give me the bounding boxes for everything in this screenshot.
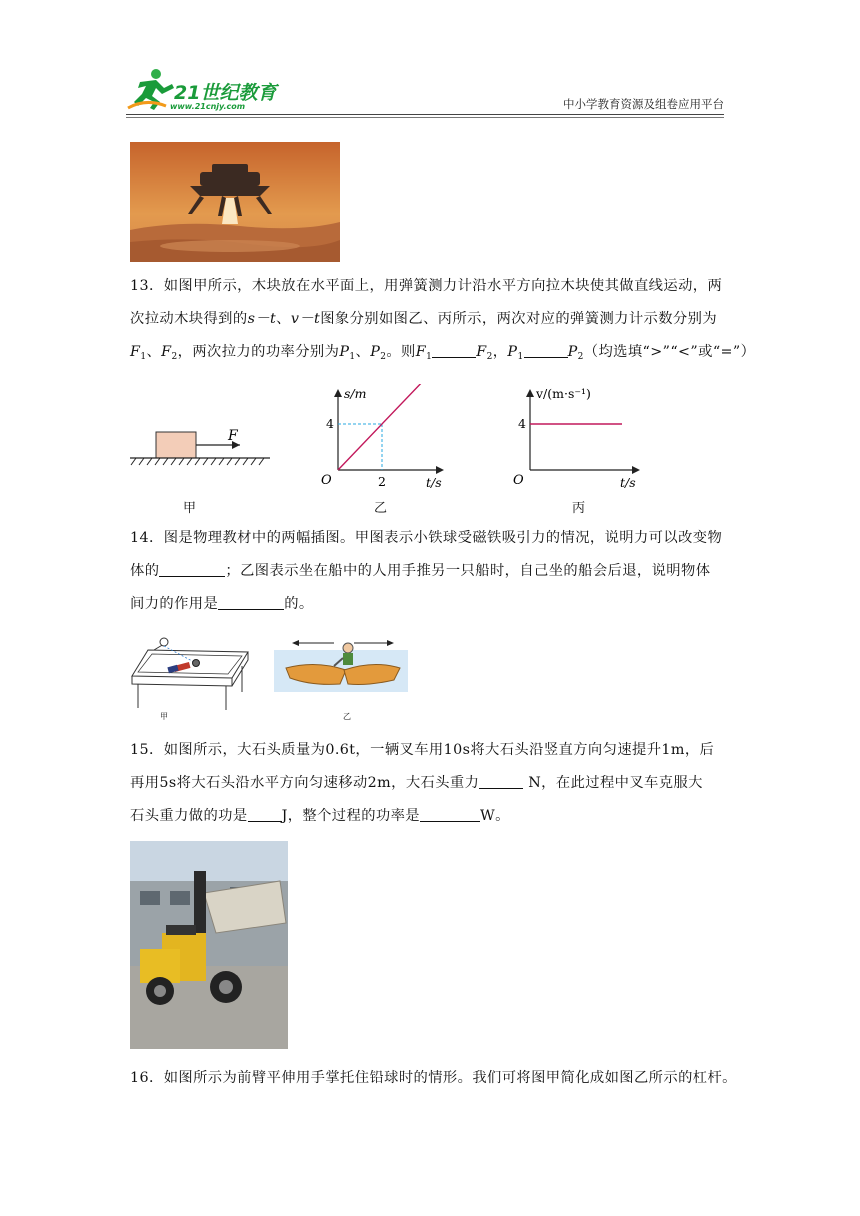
question-14	[130, 522, 730, 621]
x-axis-label: t/s	[426, 475, 442, 490]
caption-bing: 丙	[572, 501, 586, 516]
y-tick-label: 4	[326, 416, 334, 431]
q15-line3: 石头重力做的功是 J，整个过程的功率是 W。	[130, 808, 510, 824]
platform-title: 中小学教育资源及组卷应用平台	[563, 97, 724, 111]
q13-line1: 13．如图甲所示，木块放在水平面上，用弹簧测力计沿水平方向拉木块使其做直线运动，两	[130, 278, 723, 294]
runner-logo-icon	[126, 68, 176, 114]
page-header	[126, 66, 724, 116]
x-tick-label: 2	[378, 474, 386, 489]
lander-photo	[130, 142, 340, 262]
boats-figure	[274, 638, 408, 692]
y-axis-label: v/(m·s⁻¹)	[536, 386, 591, 401]
q14-line1: 14．图是物理教材中的两幅插图。甲图表示小铁球受磁铁吸引力的情况，说明力可以改变物	[130, 530, 723, 546]
y-axis-label: s/m	[344, 386, 367, 401]
st-label: s－t	[247, 311, 277, 327]
q14-line2: 体的 ；乙图表示坐在船中的人用手推另一只船时，自己坐的船会后退，说明物体	[130, 563, 711, 579]
origin-label: O	[321, 473, 332, 488]
ground-hatching	[131, 458, 264, 465]
forklift-photo	[130, 841, 288, 1049]
q16-line1: 16．如图所示为前臂平伸用手掌托住铅球时的情形。我们可将图甲简化成如图乙所示的杠杆。	[130, 1070, 737, 1086]
answer-blank-f[interactable]	[432, 342, 476, 358]
answer-blank-work[interactable]	[248, 806, 282, 822]
caption-jia-14: 甲	[160, 712, 168, 721]
y-axis-arrow	[526, 389, 534, 397]
answer-blank-gravity[interactable]	[479, 773, 523, 789]
q13-line2: 次拉动木块得到的s－t、v－t图象分别如图乙、丙所示，两次对应的弹簧测力计示数分别为	[130, 311, 718, 327]
answer-blank-power[interactable]	[420, 806, 480, 822]
answer-blank-p[interactable]	[524, 342, 568, 358]
caption-yi-14: 乙	[343, 712, 351, 721]
header-rule	[126, 114, 724, 115]
caption-yi: 乙	[374, 501, 388, 516]
question-13	[130, 270, 756, 374]
header-rule-thin	[126, 117, 724, 118]
logo-url: www.21cnjy.com	[170, 102, 246, 111]
vt-chart	[510, 384, 650, 492]
origin-label: O	[513, 473, 524, 488]
site-logo	[126, 66, 296, 116]
caption-jia: 甲	[183, 501, 197, 516]
question-15	[130, 734, 730, 833]
q13-line3: $F_1$、$F_2$，两次拉力的功率分别为$P_1$、$P_2$。则$F_1$ $F_2$，$P_1$ $P_2$（均选填“>”“<”或“=”）	[130, 344, 756, 362]
magnet-table-figure	[128, 630, 253, 710]
logo-text: 21世纪教育	[174, 82, 277, 104]
block-figure	[128, 420, 274, 470]
answer-blank-q14-2[interactable]	[218, 594, 284, 610]
force-label: F	[228, 428, 238, 444]
y-tick-label: 4	[518, 416, 526, 431]
q14-line3: 间力的作用是 的。	[130, 596, 314, 612]
q15-line1: 15．如图所示，大石头质量为0.6t，一辆叉车用10s将大石头沿竖直方向匀速提升1m，后	[130, 742, 715, 758]
q15-line2: 再用5s将大石头沿水平方向匀速移动2m，大石头重力 N，在此过程中叉车克服大	[130, 775, 703, 791]
x-axis-arrow	[632, 466, 640, 474]
st-chart	[318, 384, 454, 492]
question-16	[130, 1062, 737, 1095]
answer-blank-q14-1[interactable]	[159, 561, 225, 577]
x-axis-label: t/s	[620, 475, 636, 490]
x-axis-arrow	[436, 466, 444, 474]
y-axis-arrow	[334, 389, 342, 397]
vt-label: v－t	[290, 311, 321, 327]
